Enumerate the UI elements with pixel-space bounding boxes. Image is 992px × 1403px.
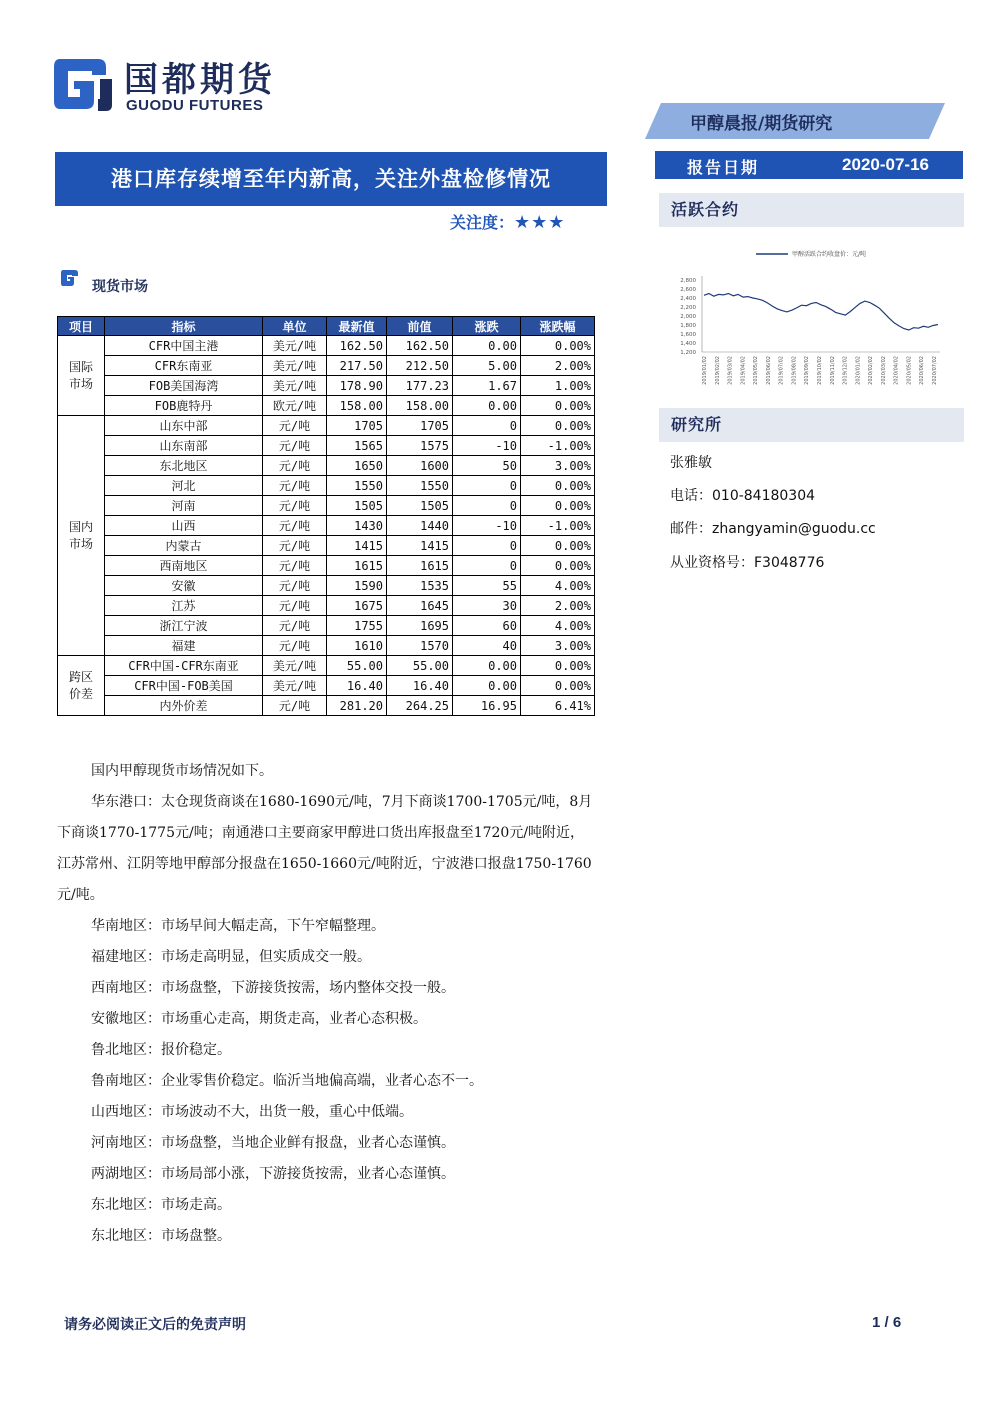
table-cell: 1570 <box>387 636 453 656</box>
table-row <box>58 616 595 636</box>
table-cell: 3.00% <box>521 636 595 656</box>
table-cell: 0.00 <box>453 656 521 676</box>
commentary-paragraph: 国内甲醇现货市场情况如下。 <box>91 763 273 779</box>
y-tick-label: 2,000 <box>680 314 696 320</box>
table-cell: 内蒙古 <box>105 536 263 556</box>
table-cell: 山东南部 <box>105 436 263 456</box>
commentary-paragraph: 东北地区：市场走高。 <box>91 1197 231 1213</box>
commentary-paragraph: 华东港口：太仓现货商谈在1680-1690元/吨，7月下商谈1700-1705元/吨，8月下商谈1770-1775元/吨；南通港口主要商家甲醇进口货出库报盘至1720元/吨附近，江苏常州、江阴等地甲醇部分报盘在1650-1660元/吨附近，宁波港口报盘1750-1760元/吨。 <box>57 794 593 903</box>
star-rating-icon: ★★★ <box>514 212 566 233</box>
table-cell: 2.00% <box>521 596 595 616</box>
group-label: 国内 市场 <box>58 416 105 656</box>
commentary-paragraph: 鲁南地区：企业零售价稳定。临沂当地偏高端，业者心态不一。 <box>91 1073 483 1089</box>
legend-label: 甲醇活跃合约收盘价：元/吨 <box>792 251 867 258</box>
table-cell: 158.00 <box>327 396 387 416</box>
table-row <box>58 556 595 576</box>
table-cell: 0.00 <box>453 336 521 356</box>
table-cell: 3.00% <box>521 456 595 476</box>
institute-heading: 研究所 <box>659 408 964 442</box>
table-cell: 0.00% <box>521 536 595 556</box>
table-cell: 元/吨 <box>263 616 327 636</box>
y-tick-label: 2,200 <box>680 305 696 311</box>
commentary-paragraph: 山西地区：市场波动不大，出货一般，重心中低端。 <box>91 1104 413 1120</box>
table-cell: 177.23 <box>387 376 453 396</box>
commentary-paragraph: 福建地区：市场走高明显，但实质成交一般。 <box>91 949 371 965</box>
table-cell: 1505 <box>387 496 453 516</box>
table-cell: 1590 <box>327 576 387 596</box>
table-cell: 美元/吨 <box>263 676 327 696</box>
table-cell: 1615 <box>327 556 387 576</box>
table-cell: 1755 <box>327 616 387 636</box>
table-row <box>58 476 595 496</box>
column-header: 指标 <box>105 317 263 336</box>
table-cell: FOB美国海湾 <box>105 376 263 396</box>
x-tick-label: 2019/01/02 <box>702 356 708 385</box>
logo-chinese-name: 国都期货 <box>124 60 276 100</box>
table-cell: 1705 <box>387 416 453 436</box>
x-tick-label: 2020/02/02 <box>868 356 875 385</box>
table-cell: 6.41% <box>521 696 595 716</box>
attention-rating <box>450 210 565 233</box>
table-cell: 元/吨 <box>263 696 327 716</box>
table-row <box>58 356 595 376</box>
report-date-value: 2020-07-16 <box>842 155 929 174</box>
spot-price-table <box>57 316 595 716</box>
table-cell: 16.40 <box>387 676 453 696</box>
table-cell: 55.00 <box>387 656 453 676</box>
table-cell: 元/吨 <box>263 436 327 456</box>
table-cell: 50 <box>453 456 521 476</box>
table-cell: 55.00 <box>327 656 387 676</box>
table-cell: 1575 <box>387 436 453 456</box>
table-cell: 264.25 <box>387 696 453 716</box>
y-tick-label: 2,600 <box>680 287 696 293</box>
table-cell: 1.67 <box>453 376 521 396</box>
table-cell: 美元/吨 <box>263 376 327 396</box>
column-header: 涨跌幅 <box>521 317 595 336</box>
table-cell: CFR中国-CFR东南亚 <box>105 656 263 676</box>
table-cell: 欧元/吨 <box>263 396 327 416</box>
table-cell: 0 <box>453 496 521 516</box>
table-cell: 1600 <box>387 456 453 476</box>
table-row <box>58 536 595 556</box>
analyst-name: 张雅敏 <box>670 455 712 471</box>
x-tick-label: 2020/06/02 <box>919 356 926 385</box>
table-cell: CFR中国-FOB美国 <box>105 676 263 696</box>
table-cell: 0 <box>453 536 521 556</box>
table-cell: 内外价差 <box>105 696 263 716</box>
table-cell: 16.95 <box>453 696 521 716</box>
x-tick-label: 2019/02/02 <box>714 356 721 385</box>
report-date-box <box>655 151 963 179</box>
x-tick-label: 2020/07/02 <box>932 356 938 385</box>
guodu-logo-icon <box>52 55 114 113</box>
table-row <box>58 496 595 516</box>
table-cell: 河南 <box>105 496 263 516</box>
table-cell: 60 <box>453 616 521 636</box>
table-cell: CFR中国主港 <box>105 336 263 356</box>
table-row <box>58 456 595 476</box>
table-row <box>58 596 595 616</box>
table-cell: 东北地区 <box>105 456 263 476</box>
table-cell: 元/吨 <box>263 516 327 536</box>
x-tick-label: 2019/06/02 <box>765 356 772 385</box>
table-cell: 安徽 <box>105 576 263 596</box>
table-cell: 山西 <box>105 516 263 536</box>
report-type-label: 甲醇晨报/期货研究 <box>690 114 833 134</box>
attention-label: 关注度： <box>450 213 515 232</box>
table-cell: 元/吨 <box>263 636 327 656</box>
table-cell: CFR东南亚 <box>105 356 263 376</box>
x-tick-label: 2019/07/02 <box>778 356 785 385</box>
table-cell: 0.00 <box>453 676 521 696</box>
group-label: 跨区 价差 <box>58 656 105 716</box>
table-cell: 1440 <box>387 516 453 536</box>
table-header-row <box>58 317 595 336</box>
table-cell: 30 <box>453 596 521 616</box>
table-cell: 元/吨 <box>263 596 327 616</box>
table-cell: 1695 <box>387 616 453 636</box>
table-cell: 40 <box>453 636 521 656</box>
table-row <box>58 436 595 456</box>
table-cell: 1535 <box>387 576 453 596</box>
x-tick-label: 2019/10/02 <box>817 356 823 385</box>
table-cell: 0 <box>453 476 521 496</box>
commentary-paragraph: 西南地区：市场盘整，下游接货按需，场内整体交投一般。 <box>91 980 455 996</box>
column-header: 涨跌 <box>453 317 521 336</box>
column-header: 最新值 <box>327 317 387 336</box>
table-cell: 美元/吨 <box>263 656 327 676</box>
table-row <box>58 636 595 656</box>
table-cell: -1.00% <box>521 516 595 536</box>
section-bullet-icon <box>60 268 80 288</box>
group-label: 国际 市场 <box>58 336 105 416</box>
y-tick-label: 2,800 <box>680 278 696 284</box>
table-cell: 212.50 <box>387 356 453 376</box>
x-tick-label: 2020/03/02 <box>880 356 887 385</box>
y-tick-label: 1,200 <box>680 350 696 356</box>
table-cell: 1705 <box>327 416 387 436</box>
table-cell: 元/吨 <box>263 496 327 516</box>
y-tick-label: 1,800 <box>680 323 696 329</box>
analyst-phone: 电话：010-84180304 <box>670 488 816 504</box>
table-row <box>58 336 595 356</box>
active-contract-chart <box>668 240 960 400</box>
table-cell: 元/吨 <box>263 476 327 496</box>
table-cell: 美元/吨 <box>263 356 327 376</box>
x-tick-label: 2020/05/02 <box>906 356 913 385</box>
table-cell: 1565 <box>327 436 387 456</box>
page-number: 1 / 6 <box>872 1314 902 1331</box>
table-cell: 0.00% <box>521 476 595 496</box>
table-cell: 178.90 <box>327 376 387 396</box>
table-cell: 1615 <box>387 556 453 576</box>
table-cell: 美元/吨 <box>263 336 327 356</box>
table-cell: 河北 <box>105 476 263 496</box>
table-cell: 0.00 <box>453 396 521 416</box>
x-tick-label: 2019/08/02 <box>791 356 798 385</box>
table-cell: 16.40 <box>327 676 387 696</box>
table-cell: 元/吨 <box>263 536 327 556</box>
x-tick-label: 2019/12/02 <box>842 356 849 385</box>
table-cell: 0 <box>453 556 521 576</box>
table-cell: 江苏 <box>105 596 263 616</box>
x-tick-label: 2019/09/02 <box>804 356 811 385</box>
report-title: 港口库存续增至年内新高，关注外盘检修情况 <box>55 152 607 206</box>
table-row <box>58 696 595 716</box>
table-cell: 0.00% <box>521 676 595 696</box>
table-cell: 1550 <box>327 476 387 496</box>
active-contract-heading: 活跃合约 <box>659 193 964 227</box>
table-cell: 4.00% <box>521 576 595 596</box>
x-tick-label: 2020/04/02 <box>893 356 900 385</box>
table-cell: 4.00% <box>521 616 595 636</box>
table-cell: 福建 <box>105 636 263 656</box>
table-row <box>58 656 595 676</box>
table-cell: 元/吨 <box>263 576 327 596</box>
table-row <box>58 416 595 436</box>
x-tick-label: 2020/01/02 <box>855 356 862 385</box>
table-cell: 1675 <box>327 596 387 616</box>
table-cell: 5.00 <box>453 356 521 376</box>
table-row <box>58 396 595 416</box>
table-cell: 浙江宁波 <box>105 616 263 636</box>
table-cell: 0.00% <box>521 656 595 676</box>
commentary-paragraph: 河南地区：市场盘整，当地企业鲜有报盘，业者心态谨慎。 <box>91 1135 455 1151</box>
commentary-paragraph: 安徽地区：市场重心走高，期货走高，业者心态积极。 <box>91 1011 427 1027</box>
spot-market-title: 现货市场 <box>92 279 148 295</box>
table-cell: -1.00% <box>521 436 595 456</box>
table-cell: 元/吨 <box>263 456 327 476</box>
table-cell: 1645 <box>387 596 453 616</box>
analyst-email[interactable]: 邮件：zhangyamin@guodu.cc <box>670 521 876 537</box>
series-line <box>704 294 938 331</box>
table-row <box>58 576 595 596</box>
table-cell: 元/吨 <box>263 416 327 436</box>
table-cell: 1.00% <box>521 376 595 396</box>
report-date-label: 报告日期 <box>687 158 760 177</box>
table-cell: 2.00% <box>521 356 595 376</box>
disclaimer-notice[interactable]: 请务必阅读正文后的免责声明 <box>64 1317 246 1333</box>
table-cell: 158.00 <box>387 396 453 416</box>
market-commentary <box>57 756 597 1252</box>
column-header: 单位 <box>263 317 327 336</box>
table-cell: 0.00% <box>521 336 595 356</box>
table-cell: 1415 <box>327 536 387 556</box>
table-cell: 1550 <box>387 476 453 496</box>
table-row <box>58 376 595 396</box>
commentary-paragraph: 华南地区：市场早间大幅走高，下午窄幅整理。 <box>91 918 385 934</box>
table-cell: 1650 <box>327 456 387 476</box>
table-cell: -10 <box>453 436 521 456</box>
table-cell: 元/吨 <box>263 556 327 576</box>
table-cell: 162.50 <box>327 336 387 356</box>
table-cell: 1610 <box>327 636 387 656</box>
table-cell: 281.20 <box>327 696 387 716</box>
table-cell: 217.50 <box>327 356 387 376</box>
table-cell: 1415 <box>387 536 453 556</box>
table-cell: 0.00% <box>521 416 595 436</box>
table-cell: 1430 <box>327 516 387 536</box>
table-cell: 0.00% <box>521 556 595 576</box>
y-tick-label: 2,400 <box>680 296 696 302</box>
column-header: 前值 <box>387 317 453 336</box>
x-tick-label: 2019/05/02 <box>753 356 760 385</box>
table-cell: 1505 <box>327 496 387 516</box>
table-cell: 西南地区 <box>105 556 263 576</box>
x-tick-label: 2019/03/02 <box>727 356 734 385</box>
commentary-paragraph: 鲁北地区：报价稳定。 <box>91 1042 231 1058</box>
y-tick-label: 1,400 <box>680 341 696 347</box>
column-header: 项目 <box>58 317 105 336</box>
table-cell: 162.50 <box>387 336 453 356</box>
table-cell: 0.00% <box>521 496 595 516</box>
table-row <box>58 676 595 696</box>
table-cell: 55 <box>453 576 521 596</box>
analyst-license: 从业资格号：F3048776 <box>670 555 825 571</box>
y-tick-label: 1,600 <box>680 332 696 338</box>
table-cell: 山东中部 <box>105 416 263 436</box>
table-cell: 0 <box>453 416 521 436</box>
table-row <box>58 516 595 536</box>
table-cell: -10 <box>453 516 521 536</box>
x-tick-label: 2019/04/02 <box>740 356 747 385</box>
commentary-paragraph: 两湖地区：市场局部小涨，下游接货按需，业者心态谨慎。 <box>91 1166 455 1182</box>
x-tick-label: 2019/11/02 <box>829 356 836 385</box>
commentary-paragraph: 东北地区：市场盘整。 <box>91 1228 231 1244</box>
table-cell: 0.00% <box>521 396 595 416</box>
table-cell: FOB鹿特丹 <box>105 396 263 416</box>
logo-english-name: GUODU FUTURES <box>126 97 264 114</box>
